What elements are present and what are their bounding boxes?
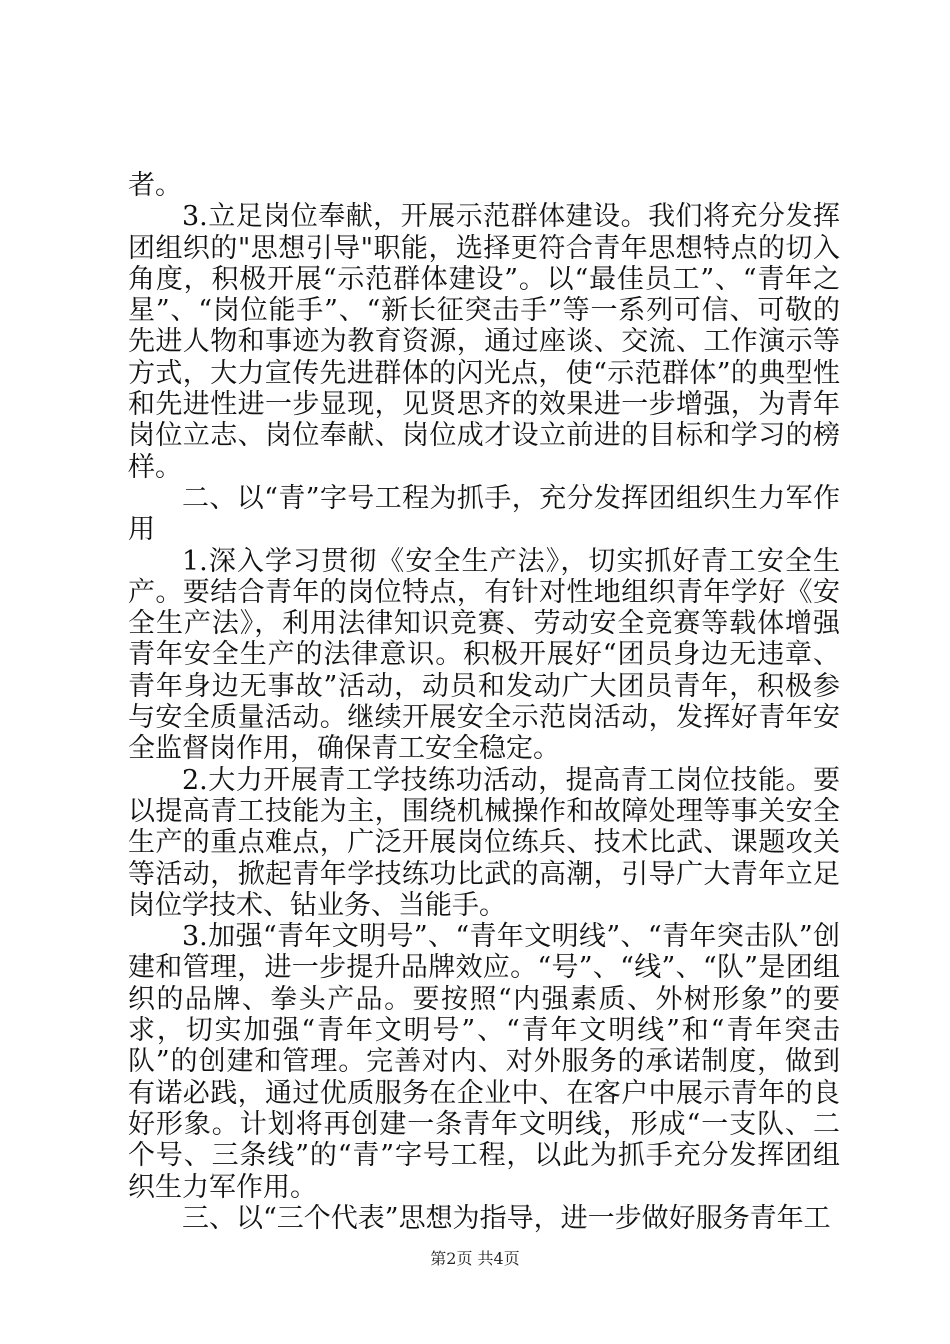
paragraph-item-3-youth-brands: 3.加强“青年文明号”、“青年文明线”、“青年突击队”创建和管理，进一步提升品牌效应。“号”、“线”、“队”是团组织的品牌、拳头产品。要按照“内强素质、外树形象”的要求，切实加强“青年文明号”、“青年文明线”和“青年突击队”的创建和管理。完善对内、对外服务的承诺制度，做到有诺必践，通过优质服务在企业中、在客户中展示青年的良好形象。计划将再创建一条青年文明线，形成“一支队、二个号、三条线”的“青”字号工程，以此为抓手充分发挥团组织生力军作用。: [128, 921, 840, 1203]
paragraph-item-2-skills: 2.大力开展青工学技练功活动，提高青工岗位技能。要以提高青工技能为主，围绕机械操作和故障处理等事关安全生产的重点难点，广泛开展岗位练兵、技术比武、课题攻关等活动，掀起青年学技练功比武的高潮，引导广大青年立足岗位学技术、钻业务、当能手。: [128, 764, 840, 921]
section-heading-3: 三、以“三个代表”思想为指导，进一步做好服务青年工: [182, 1202, 831, 1234]
document-body: [128, 170, 840, 1234]
section-heading-2: 二、以“青”字号工程为抓手，充分发挥团组织生力军作用: [128, 482, 840, 546]
paragraph-item-3-demo-groups: 3.立足岗位奉献，开展示范群体建设。我们将充分发挥团组织的"思想引导"职能，选择更符合青年思想特点的切入角度，积极开展“示范群体建设”。以“最佳员工”、“青年之星”、“岗位能手”、“新长征突击手”等一系列可信、可敬的先进人物和事迹为教育资源，通过座谈、交流、工作演示等方式，大力宣传先进群体的闪光点，使“示范群体”的典型性和先进性进一步显现，见贤思齐的效果进一步增强，为青年岗位立志、岗位奉献、岗位成才设立前进的目标和学习的榜样。: [128, 201, 840, 483]
page-number-footer: 第2页 共4页: [430, 1249, 520, 1268]
paragraph-continuation: 者。: [128, 170, 182, 201]
paragraph-item-1-safety-law: 1.深入学习贯彻《安全生产法》，切实抓好青工安全生产。要结合青年的岗位特点，有针对性地组织青年学好《安全生产法》，利用法律知识竞赛、劳动安全竞赛等载体增强青年安全生产的法律意识。积极开展好“团员身边无违章、青年身边无事故”活动，动员和发动广大团员青年，积极参与安全质量活动。继续开展安全示范岗活动，发挥好青年安全监督岗作用，确保青工安全稳定。: [128, 545, 840, 765]
